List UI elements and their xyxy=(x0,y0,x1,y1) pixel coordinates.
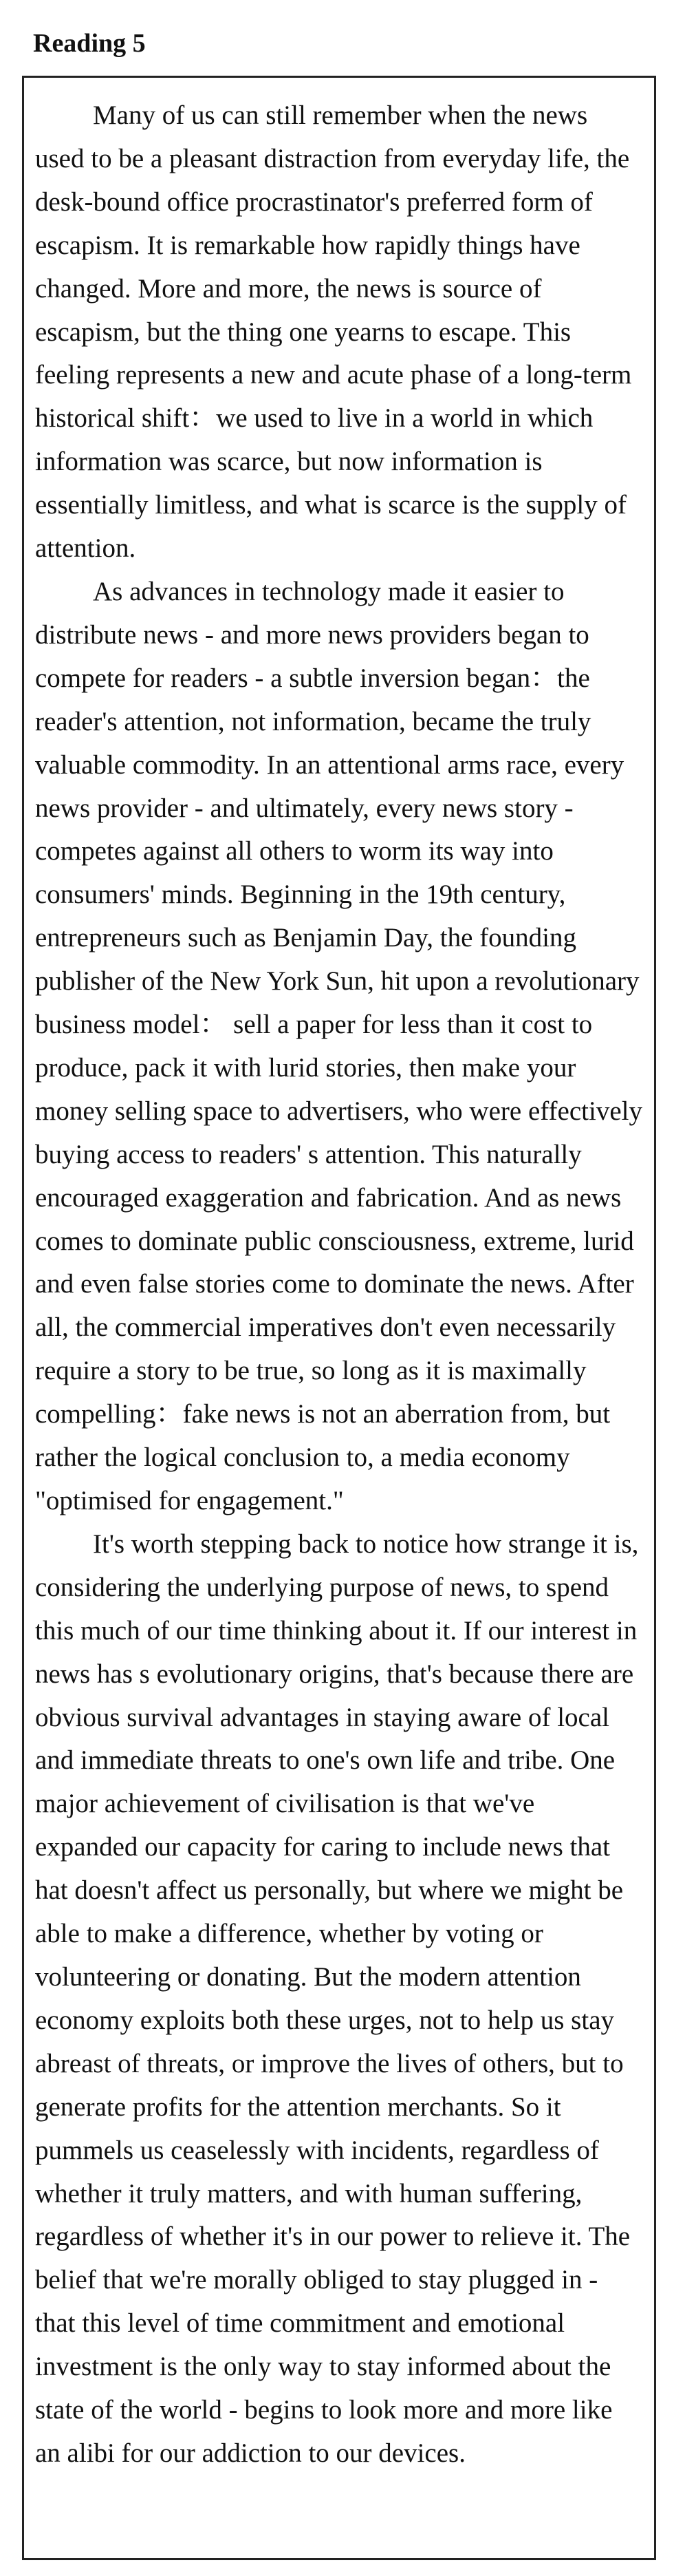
reading-heading: Reading 5 xyxy=(33,29,146,58)
passage-paragraph-1: Many of us can still remember when the news used to be a pleasant distraction from everyday life, the desk-bound office procrastinator's preferred form of escapism. It is remarkable how rapidly things have changed. More and more, the news is source of escapism, but the thing one yearns to escape. This feeling represents a new and acute phase of a long-term historical shift：we used to live in a world in which information was scarce, but now information is essentially limitless, and what is scarce is the supply of attention. xyxy=(35,100,632,564)
passage-paragraph-3: It's worth stepping back to notice how strange it is, considering the underlying purpose of news, to spend this much of our time thinking about it. If our interest in news has s evolutionary origins, that's because there are obvious survival advantages in staying aware of local and immediate threats to one's own life and tribe. One major achievement of civilisation is that we've expanded our capacity for caring to include news that hat doesn't affect us personally, but where we might be able to make a difference, whether by voting or volunteering or donating. But the modern attention economy exploits both these urges, not to help us stay abreast of threats, or improve the lives of others, but to generate profits for the attention merchants. So it pummels us ceaselessly with incidents, regardless of whether it truly matters, and with human suffering, regardless of whether it's in our power to relieve it. The belief that we're morally obliged to stay plugged in - that this level of time commitment and emotional investment is the only way to stay informed about the state of the world - begins to look more and more like an alibi for our addiction to our devices. xyxy=(35,1529,639,2468)
passage-paragraph-2: As advances in technology made it easier to distribute news - and more news providers began to compete for readers - a subtle inversion began：the reader's attention, not information, became the truly valuable commodity. In an attentional arms race, every news provider - and ultimately, every news story -competes against all others to worm its way into consumers' minds. Beginning in the 19th century, entrepreneurs such as Benjamin Day, the founding publisher of the New York Sun, hit upon a revolutionary business model： sell a paper for less than it cost to produce, pack it with lurid stories, then make your money selling space to advertisers, who were effectively buying access to readers' s attention. This naturally encouraged exaggeration and fabrication. And as news comes to dominate public consciousness, extreme, lurid and even false stories come to dominate the news. After all, the commercial imperatives don't even necessarily require a story to be true, so long as it is maximally compelling：fake news is not an aberration from, but rather the logical conclusion to, a media economy "optimised for engagement." xyxy=(35,576,642,1515)
reading-passage-box xyxy=(22,76,656,2560)
